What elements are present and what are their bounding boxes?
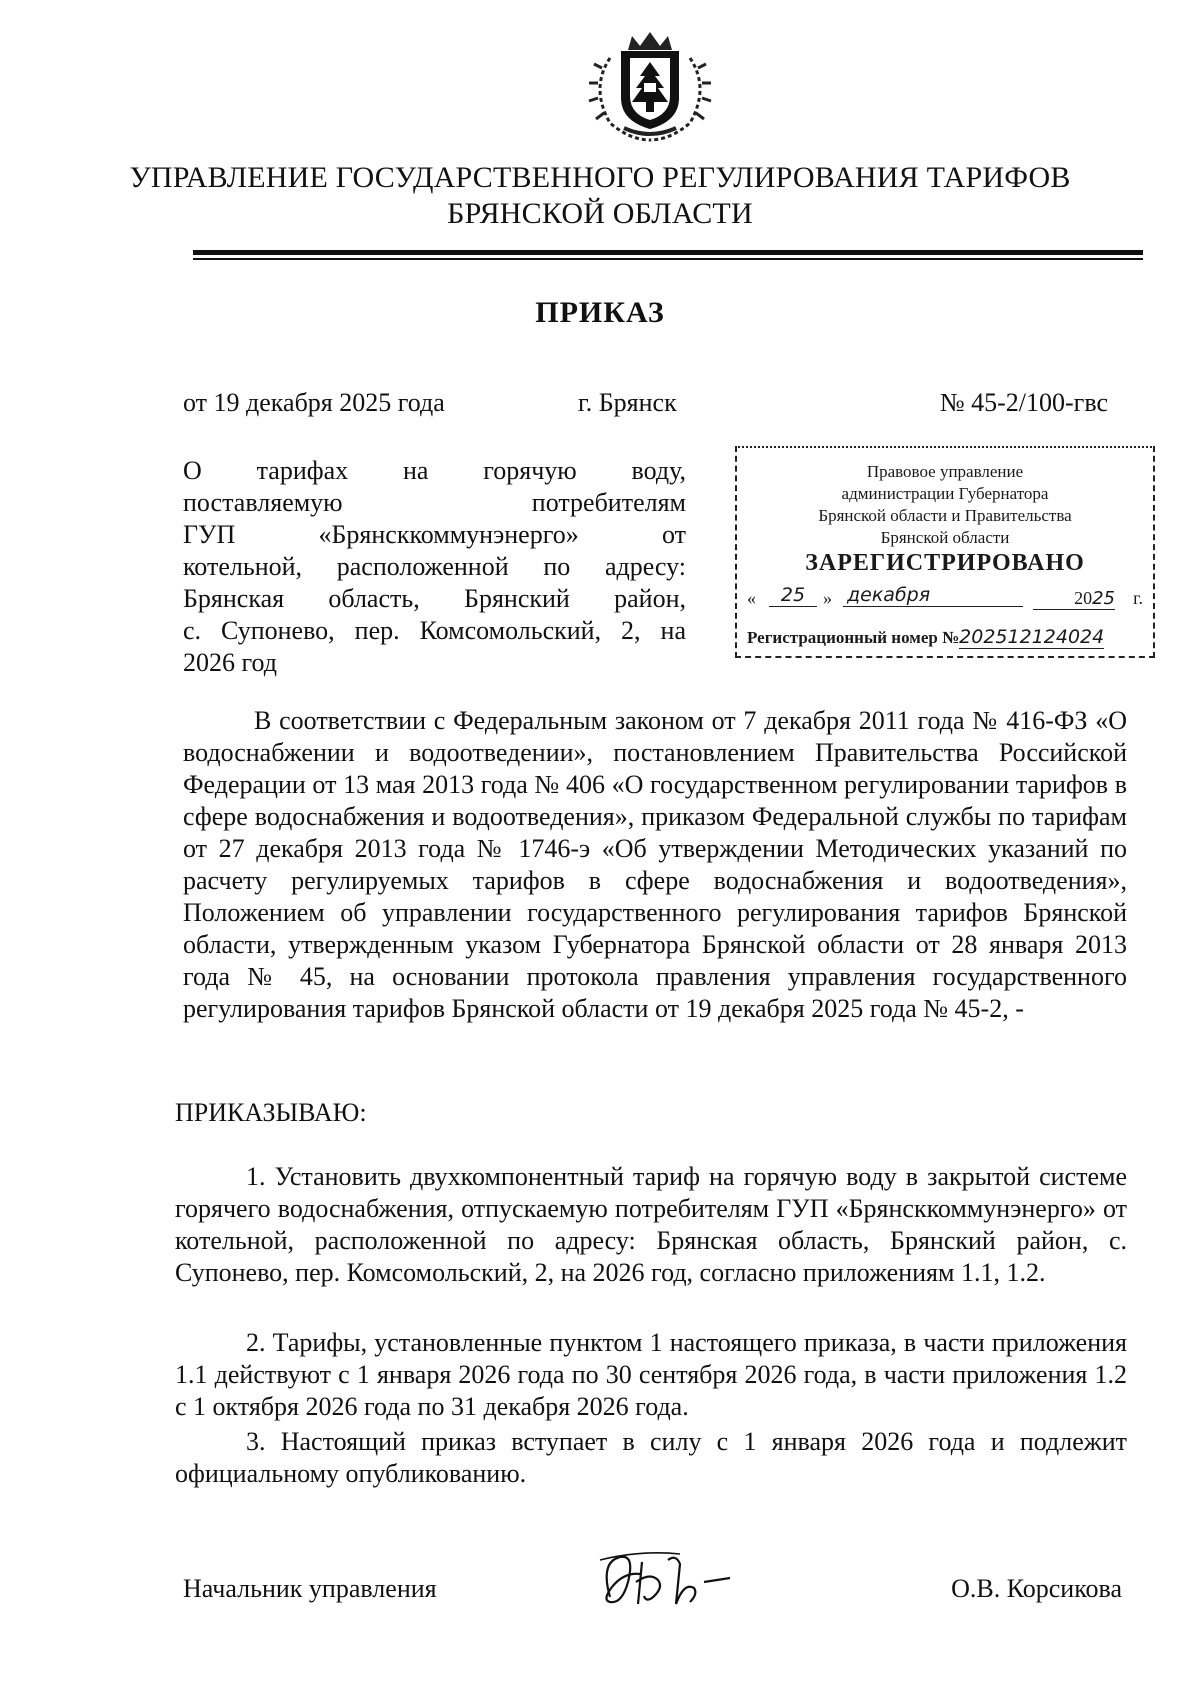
stamp-year <box>1033 588 1115 610</box>
handwritten-signature <box>580 1542 750 1622</box>
stamp-year-suffix: 25 <box>1092 588 1115 609</box>
document-type-title: ПРИКАЗ <box>535 296 665 329</box>
document-date: от 19 декабря 2025 года <box>183 388 445 417</box>
signatory-name: О.В. Корсикова <box>951 1574 1122 1603</box>
stamp-year-prefix: 20 <box>1074 588 1093 608</box>
stamp-day: 25 <box>769 584 817 607</box>
document-city: г. Брянск <box>578 388 677 417</box>
stamp-registration-number <box>747 626 1104 649</box>
stamp-date <box>747 584 1143 614</box>
stamp-registered-label: ЗАРЕГИСТРИРОВАНО <box>805 550 1085 576</box>
organization-name-line1: УПРАВЛЕНИЕ ГОСУДАРСТВЕННОГО РЕГУЛИРОВАНИЯ ТАРИФОВ <box>129 161 1071 194</box>
order-keyword: ПРИКАЗЫВАЮ: <box>175 1098 367 1127</box>
subject-line: О тарифах на горячую воду, <box>183 456 686 485</box>
stamp-line: Брянской области и Правительства <box>818 506 1072 525</box>
subject-line: поставляемую потребителям <box>183 488 686 517</box>
stamp-month: декабря <box>843 584 1023 607</box>
stamp-line: Правовое управление <box>866 462 1024 481</box>
signatory-position: Начальник управления <box>183 1574 437 1603</box>
preamble-paragraph: В соответствии с Федеральным законом от 7 декабря 2011 года № 416-ФЗ «О водоснабжении и водоотведении», постановлением Правительства Российской Федерации от 13 мая 2013 года № 406 «О государственном регулировании тарифов в сфере водоснабжения и водоотведения», приказом Федеральной службы по тарифам от 27 декабря 2013 года № 1746-э «Об утверждении Методических указаний по расчету регулируемых тарифов в сфере водоснабжения и водоотведения», Положением об управлении государственного регулирования тарифов Брянской области, утвержденным указом Губернатора Брянской области от 28 января 2013 года № 45, на основании протокола правления управления государственного регулирования тарифов Брянской области от 19 декабря 2025 года № 45-2, - <box>183 706 1127 1023</box>
header-divider-thick <box>193 250 1143 255</box>
header-divider-thin <box>193 258 1143 260</box>
document-subject <box>183 455 686 679</box>
stamp-year-unit: г. <box>1133 588 1143 608</box>
order-item-2: 2. Тарифы, установленные пунктом 1 настоящего приказа, в части приложения 1.1 действуют с 1 января 2026 года по 30 сентября 2026 года, в части приложения 1.2 с 1 октября 2026 года по 31 декабря 2026 года. <box>175 1328 1127 1421</box>
subject-line: с. Супонево, пер. Комсомольский, 2, на <box>183 616 686 645</box>
stamp-quote-close: » <box>823 588 832 608</box>
subject-line: ГУП «Брянсккоммунэнерго» от <box>183 520 686 549</box>
subject-line: 2026 год <box>183 648 277 677</box>
order-item-1: 1. Установить двухкомпонентный тариф на горячую воду в закрытой системе горячего водоснабжения, отпускаемую потребителям ГУП «Брянсккоммунэнерго» от котельной, расположенной по адресу: Брянская область, Брянский район, с. Супонево, пер. Комсомольский, 2, на 2026 год, согласно приложениям 1.1, 1.2. <box>175 1162 1127 1287</box>
stamp-line: администрации Губернатора <box>841 484 1049 503</box>
stamp-reg-label: Регистрационный номер № <box>747 628 960 647</box>
organization-name-line2: БРЯНСКОЙ ОБЛАСТИ <box>447 197 753 230</box>
subject-line: Брянская область, Брянский район, <box>183 584 686 613</box>
order-item-3: 3. Настоящий приказ вступает в силу с 1 января 2026 года и подлежит официальному опубликованию. <box>175 1427 1127 1488</box>
stamp-line: Брянской области <box>880 528 1010 547</box>
stamp-quote-open: « <box>747 588 756 608</box>
stamp-reg-number: 202512124024 <box>959 626 1105 648</box>
document-number: № 45-2/100-гвс <box>939 388 1108 417</box>
coat-of-arms-icon <box>580 28 720 148</box>
organization-name <box>120 160 1080 232</box>
subject-line: котельной, расположенной по адресу: <box>183 552 686 581</box>
registration-stamp <box>735 446 1155 658</box>
